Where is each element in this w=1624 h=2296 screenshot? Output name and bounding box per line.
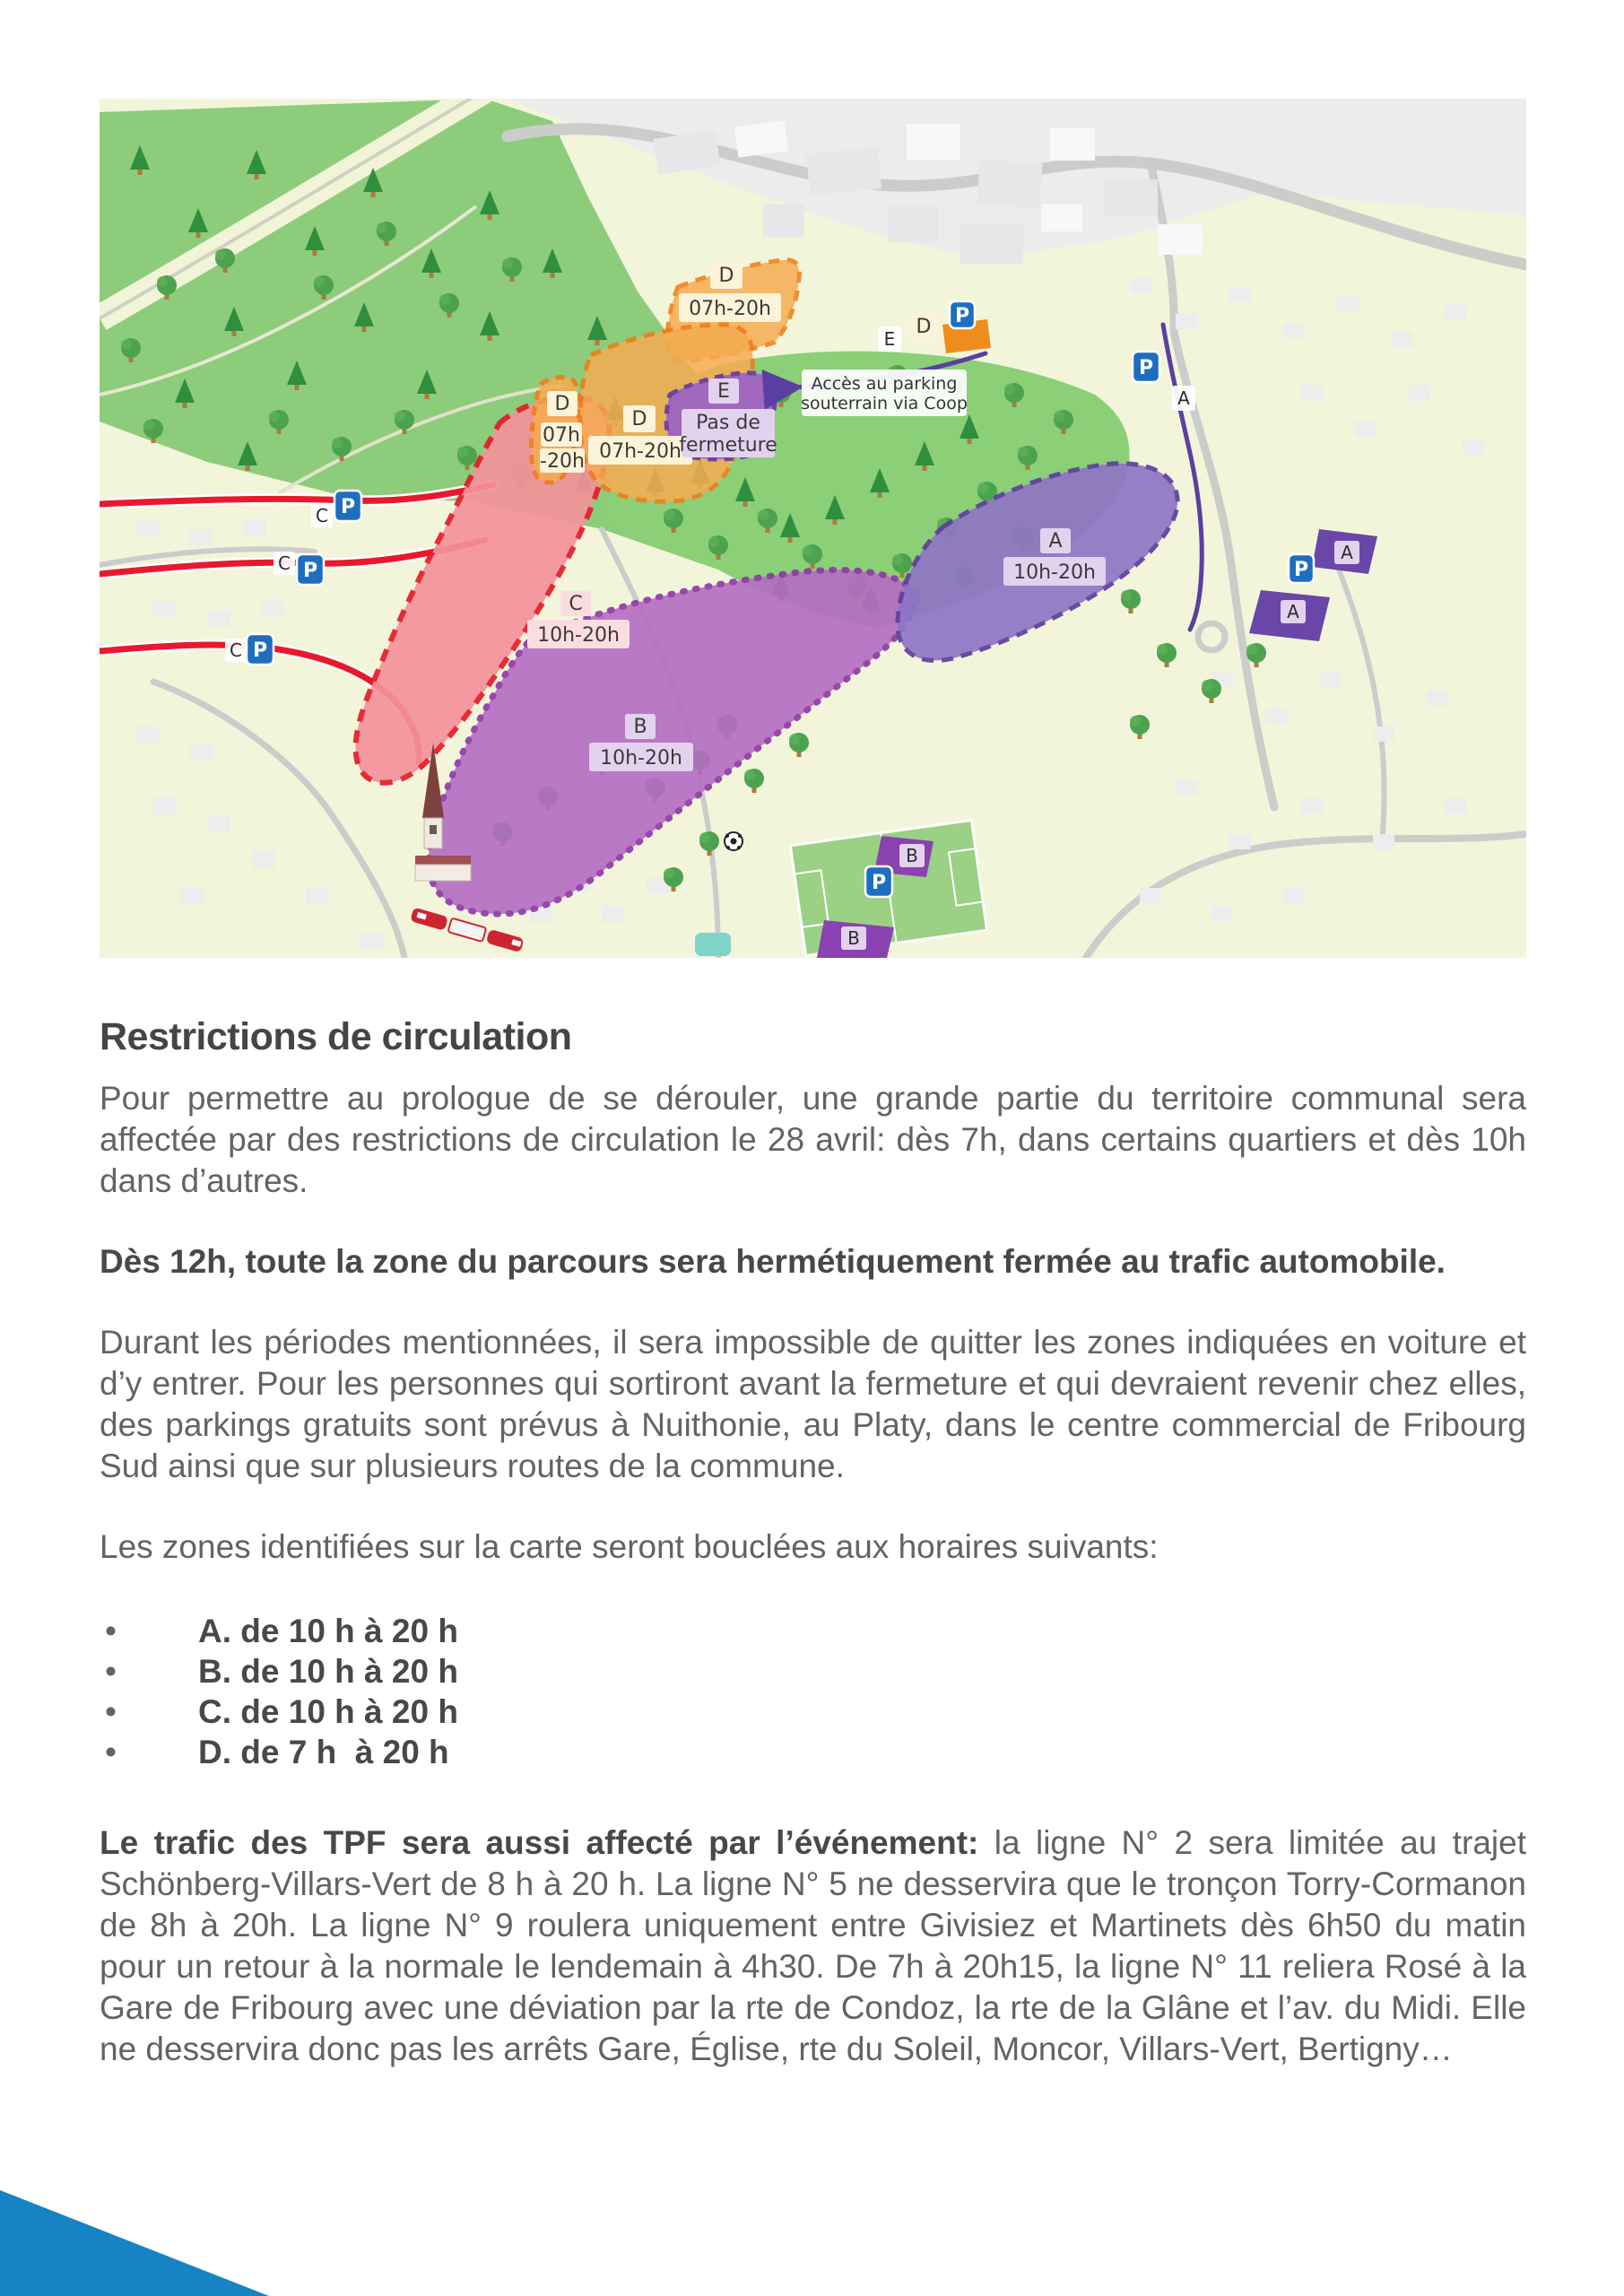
svg-text:P: P <box>1293 559 1309 581</box>
zone-d-main-hours: 07h-20h <box>599 440 682 463</box>
list-item <box>100 1692 1526 1732</box>
svg-text:P: P <box>340 496 356 518</box>
tpf-paragraph <box>100 1822 1526 2070</box>
parking-lot-d-letter: D <box>916 316 932 338</box>
zone-schedule-list <box>100 1611 1526 1772</box>
lot-letter-a-bottom: A <box>1287 601 1299 622</box>
bullet-icon: • <box>105 1734 117 1770</box>
article <box>100 1013 1526 2109</box>
svg-text:P: P <box>871 872 887 894</box>
lot-letter-b-top: B <box>906 845 918 866</box>
parking-icon-a-route <box>1133 352 1159 382</box>
zone-e-label-line2: fermeture <box>679 434 777 457</box>
zone-b-letter: B <box>633 716 647 738</box>
zone-d-small-hours2: -20h <box>540 450 585 473</box>
zone-e-letter: E <box>717 380 730 403</box>
bullet-icon: • <box>105 1653 117 1690</box>
schedule-zone-c: C. de 10 h à 20 h <box>198 1693 458 1730</box>
parking-icon-c2 <box>297 554 324 585</box>
list-item <box>100 1651 1526 1692</box>
parking-icon-d <box>950 301 975 328</box>
parking-icon-c3 <box>247 634 274 665</box>
page-title: Restrictions de circulation <box>100 1015 572 1058</box>
zone-d-small-letter: D <box>554 393 570 415</box>
zone-c-hours: 10h-20h <box>537 624 620 647</box>
schedule-zone-b: B. de 10 h à 20 h <box>198 1653 458 1690</box>
zone-c-letter: C <box>569 593 583 615</box>
zone-a-hours: 10h-20h <box>1013 561 1096 584</box>
list-item <box>100 1611 1526 1651</box>
zone-b-hours: 10h-20h <box>600 747 682 770</box>
bullet-icon: • <box>105 1693 117 1730</box>
lot-letter-b-bottom: B <box>847 927 860 949</box>
schedule-zone-d: D. de 7 h à 20 h <box>198 1734 449 1770</box>
lot-letter-a-top: A <box>1341 542 1353 563</box>
intro-paragraph: Pour permettre au prologue de se dérouler, une grande partie du territoire communal sera affectée par des restrictions de circulation le 28 avril: dès 7h, dans certains quartiers et dès 10h dans d’autres. <box>100 1080 1526 1199</box>
parking-icon-b-lots <box>865 866 892 897</box>
schedule-zone-a: A. de 10 h à 20 h <box>198 1613 458 1649</box>
soccer-ball-icon <box>725 832 743 850</box>
parking-icon-a-lots <box>1289 554 1314 583</box>
road-letter-c1: C <box>316 505 328 526</box>
svg-text:P: P <box>954 305 970 327</box>
zone-d-top-letter: D <box>718 265 734 287</box>
parking-access-note-line1: Accès au parking <box>811 374 958 394</box>
zone-d-top-hours: 07h-20h <box>689 298 771 320</box>
traffic-zones-map <box>100 99 1526 958</box>
zone-d-main-letter: D <box>631 408 647 430</box>
zone-a-letter: A <box>1048 530 1063 552</box>
tpf-details: la ligne N° 2 sera limitée au trajet Schönberg-Villars-Vert de 8 h à 20 h. La ligne N° 5 ne desservira que le tronçon Torry-Cormanon de 8h à 20h. La ligne N° 9 roulera uniquement entre Givisiez et Martinets dès 6h50 du matin pour un retour à la normale le lendemain à 4h30. De 7h à 20h15, la ligne N° 11 reliera Rosé à la Gare de Fribourg avec une déviation par la rte de Condoz, la rte de la Glâne et l’av. du Midi. Elle ne desservira donc pas les arrêts Gare, Église, rte du Soleil, Moncor, Villars-Vert, Bertigny… <box>100 1824 1526 2067</box>
tpf-intro-bold: Le trafic des TPF sera aussi affecté par l’événement: <box>100 1824 979 1861</box>
zone-d-small-hours1: 07h <box>543 424 580 447</box>
brand-corner-shape <box>0 2190 269 2296</box>
svg-text:P: P <box>252 639 268 662</box>
zone-e-label-line1: Pas de <box>696 412 760 434</box>
road-letter-c2: C <box>278 552 291 574</box>
parking-icon-c1 <box>334 491 361 521</box>
bullet-icon: • <box>105 1613 117 1649</box>
closure-notice: Dès 12h, toute la zone du parcours sera hermétiquement fermée au trafic automobile. <box>100 1243 1446 1280</box>
pool <box>695 933 731 956</box>
parking-access-note-line2: souterrain via Coop <box>801 394 968 413</box>
map-canvas <box>100 99 1526 958</box>
road-letter-a: A <box>1177 387 1190 409</box>
svg-text:P: P <box>1138 357 1154 379</box>
schedule-intro: Les zones identifiées sur la carte seront bouclées aux horaires suivants: <box>100 1528 1159 1565</box>
route-e-label: E <box>883 328 896 350</box>
svg-text:P: P <box>302 560 318 582</box>
list-item <box>100 1732 1526 1772</box>
parking-paragraph: Durant les périodes mentionnées, il sera impossible de quitter les zones indiquées en voiture et d’y entrer. Pour les personnes qui sortiront avant la fermeture et qui devraient revenir chez elles, des parkings gratuits sont prévus à Nuithonie, au Platy, dans le centre commercial de Fribourg Sud ainsi que sur plusieurs routes de la commune. <box>100 1324 1526 1484</box>
road-letter-c3: C <box>230 639 242 661</box>
